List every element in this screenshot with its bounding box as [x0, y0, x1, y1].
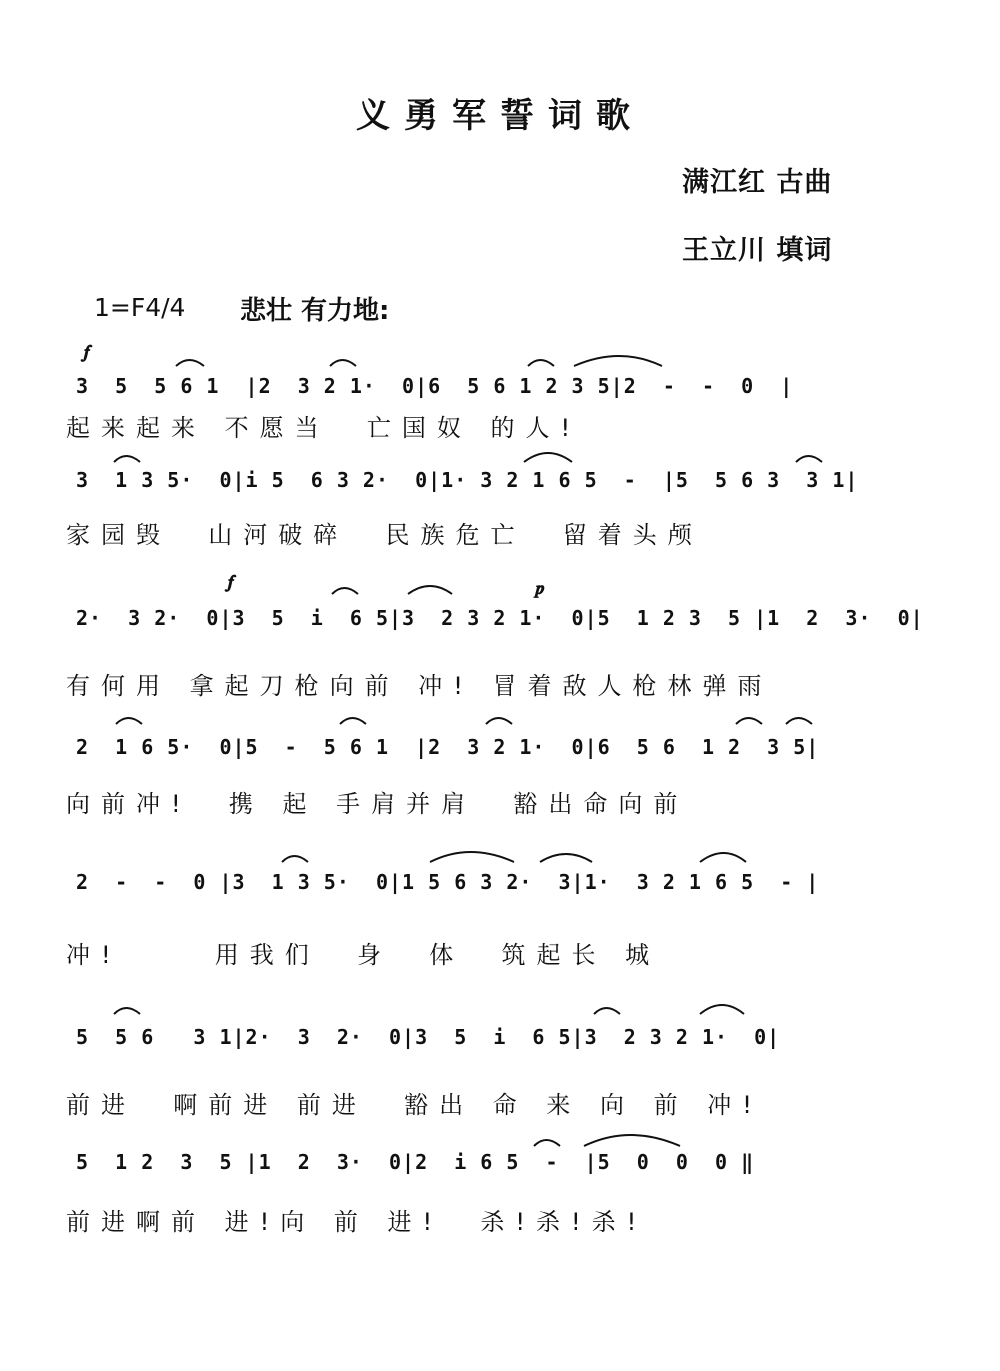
lyrics-line-3: 有何用 拿起刀枪向前 冲! 冒着敌人枪林弹雨 — [66, 672, 773, 700]
lyrics-line-5: 冲! 用我们 身 体 筑起长 城 — [66, 941, 661, 969]
notation-line-6: 5 5 6 3 1|2· 3 2· 0|3 5 i 6 5|3 2 3 2 1· 0| — [76, 1025, 781, 1049]
lyrics-credit: 王立川 填词 — [682, 235, 833, 266]
dynamic-mark-icon: 𝆑 — [228, 572, 234, 593]
notation-line-2: 3 1 3 5· 0|i 5 6 3 2· 0|1· 3 2 1 6 5 - |5 5 6 3 3 1| — [76, 468, 859, 492]
notation-line-4: 2 1 6 5· 0|5 - 5 6 1 |2 3 2 1· 0|6 5 6 1 2 3 5| — [76, 735, 820, 759]
lyrics-line-1: 起来起来 不愿当 亡国奴 的人! — [66, 414, 582, 442]
lyrics-line-7: 前进啊前 进!向 前 进! 杀!杀!杀! — [66, 1208, 648, 1236]
music-credit: 满江红 古曲 — [682, 167, 833, 198]
notation-line-3: 2· 3 2· 0|3 5 i 6 5|3 2 3 2 1· 0|5 1 2 3 5 |1 2 3· 0| — [76, 606, 924, 630]
song-title: 义勇军誓词歌 — [356, 96, 644, 136]
lyrics-line-4: 向前冲! 携 起 手肩并肩 豁出命向前 — [66, 790, 689, 818]
notation-line-5: 2 - - 0 |3 1 3 5· 0|1 5 6 3 2· 3|1· 3 2 1 6 5 - | — [76, 870, 820, 894]
notation-line-1: 3 5 5 6 1 |2 3 2 1· 0|6 5 6 1 2 3 5|2 - - 0 | — [76, 374, 794, 398]
tempo-marking: 悲壮 有力地: — [240, 296, 390, 326]
lyrics-line-6: 前进 啊前进 前进 豁出 命 来 向 前 冲! — [66, 1091, 763, 1119]
key-signature: 1=F4/4 — [94, 293, 186, 322]
dynamic-mark-icon: 𝆑 — [84, 342, 90, 363]
dynamic-mark-icon: 𝆏 — [536, 578, 545, 599]
lyrics-line-2: 家园毁 山河破碎 民族危亡 留着头颅 — [66, 521, 703, 549]
notation-line-7: 5 1 2 3 5 |1 2 3· 0|2 i 6 5 - |5 0 0 0 ‖ — [76, 1150, 755, 1174]
